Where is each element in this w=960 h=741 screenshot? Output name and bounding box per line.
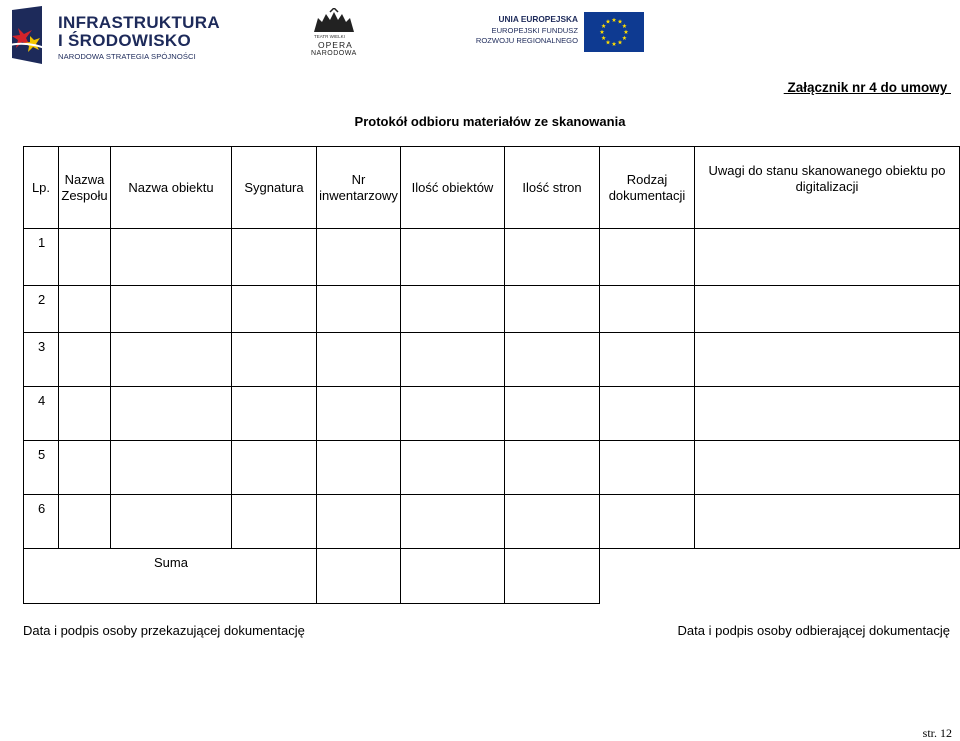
row-number: 1 <box>24 229 59 286</box>
table-row <box>24 333 960 387</box>
header-ilosc-stron: Ilość stron <box>505 147 600 229</box>
cell-ilosc-obiektow[interactable] <box>401 286 505 333</box>
unia-europejska-logo <box>470 12 650 54</box>
cell-zespol[interactable] <box>59 229 111 286</box>
sum-nr[interactable] <box>317 549 401 604</box>
opera-line2: NARODOWA <box>311 50 357 57</box>
cell-obiekt[interactable] <box>111 333 232 387</box>
cell-sygnatura[interactable] <box>232 333 317 387</box>
ois-line1: INFRASTRUKTURA <box>58 13 220 32</box>
infrastruktura-srodowisko-logo <box>6 6 220 64</box>
table-sum-row <box>24 549 960 604</box>
header-lp: Lp. <box>24 147 59 229</box>
cell-obiekt[interactable] <box>111 387 232 441</box>
ois-line2: I ŚRODOWISKO <box>58 31 191 50</box>
table-header-row <box>24 147 960 229</box>
row-number: 3 <box>24 333 59 387</box>
cell-nr[interactable] <box>317 441 401 495</box>
header-uwagi: Uwagi do stanu skanowanego obiektu po digitalizacji <box>695 147 960 229</box>
annex-label: Załącznik nr 4 do umowy <box>783 80 951 95</box>
cell-uwagi[interactable] <box>695 441 960 495</box>
header-logos <box>0 0 960 70</box>
cell-uwagi[interactable] <box>695 229 960 286</box>
signature-transferring: Data i podpis osoby przekazującej dokumentację <box>23 623 305 638</box>
ois-line3: NARODOWA STRATEGIA SPÓJNOŚCI <box>58 52 196 61</box>
sum-empty-space <box>600 549 960 604</box>
cell-ilosc-stron[interactable] <box>505 495 600 549</box>
table-row <box>24 441 960 495</box>
cell-zespol[interactable] <box>59 286 111 333</box>
header-sygnatura: Sygnatura <box>232 147 317 229</box>
cell-ilosc-obiektow[interactable] <box>401 229 505 286</box>
page-title: Protokół odbioru materiałów ze skanowania <box>354 114 626 129</box>
ue-line1: UNIA EUROPEJSKA <box>498 14 578 24</box>
cell-nr[interactable] <box>317 495 401 549</box>
cell-sygnatura[interactable] <box>232 229 317 286</box>
header-obiekt: Nazwa obiektu <box>111 147 232 229</box>
cell-zespol[interactable] <box>59 333 111 387</box>
row-number: 2 <box>24 286 59 333</box>
sum-ilosc-obiektow[interactable] <box>401 549 505 604</box>
quadriga-icon <box>300 8 370 34</box>
cell-ilosc-obiektow[interactable] <box>401 495 505 549</box>
cell-nr[interactable] <box>317 333 401 387</box>
cell-nr[interactable] <box>317 286 401 333</box>
protocol-table <box>23 146 960 604</box>
ue-line3: ROZWOJU REGIONALNEGO <box>475 36 578 45</box>
cell-uwagi[interactable] <box>695 387 960 441</box>
cell-obiekt[interactable] <box>111 286 232 333</box>
table-row <box>24 286 960 333</box>
cell-uwagi[interactable] <box>695 333 960 387</box>
cell-ilosc-stron[interactable] <box>505 387 600 441</box>
cell-nr[interactable] <box>317 229 401 286</box>
cell-rodzaj[interactable] <box>600 441 695 495</box>
sum-label: Suma <box>24 549 317 604</box>
cell-uwagi[interactable] <box>695 495 960 549</box>
cell-ilosc-stron[interactable] <box>505 229 600 286</box>
opera-small-text: TEATR WIELKI <box>314 34 345 39</box>
cell-obiekt[interactable] <box>111 441 232 495</box>
eu-flag-icon <box>584 12 644 52</box>
header-nr-inwentarzowy: Nr inwentarzowy <box>317 147 401 229</box>
cell-zespol[interactable] <box>59 387 111 441</box>
table-row <box>24 387 960 441</box>
cell-zespol[interactable] <box>59 495 111 549</box>
cell-obiekt[interactable] <box>111 495 232 549</box>
ue-line2: EUROPEJSKI FUNDUSZ <box>491 26 578 35</box>
cell-obiekt[interactable] <box>111 229 232 286</box>
cell-rodzaj[interactable] <box>600 333 695 387</box>
table-row <box>24 229 960 286</box>
cell-sygnatura[interactable] <box>232 286 317 333</box>
cell-rodzaj[interactable] <box>600 229 695 286</box>
header-ilosc-obiektow: Ilość obiektów <box>401 147 505 229</box>
row-number: 5 <box>24 441 59 495</box>
opera-narodowa-logo <box>300 8 370 58</box>
signature-receiving: Data i podpis osoby odbierającej dokumentację <box>677 623 950 638</box>
header-rodzaj: Rodzaj dokumentacji <box>600 147 695 229</box>
row-number: 4 <box>24 387 59 441</box>
cell-ilosc-stron[interactable] <box>505 333 600 387</box>
cell-rodzaj[interactable] <box>600 286 695 333</box>
sum-ilosc-stron[interactable] <box>505 549 600 604</box>
cell-sygnatura[interactable] <box>232 387 317 441</box>
cell-ilosc-obiektow[interactable] <box>401 387 505 441</box>
page-number: str. 12 <box>922 726 952 740</box>
cell-uwagi[interactable] <box>695 286 960 333</box>
cell-zespol[interactable] <box>59 441 111 495</box>
cell-ilosc-obiektow[interactable] <box>401 333 505 387</box>
cell-nr[interactable] <box>317 387 401 441</box>
cell-ilosc-stron[interactable] <box>505 441 600 495</box>
table-row <box>24 495 960 549</box>
ois-emblem-icon <box>6 6 54 64</box>
cell-sygnatura[interactable] <box>232 441 317 495</box>
cell-ilosc-obiektow[interactable] <box>401 441 505 495</box>
cell-sygnatura[interactable] <box>232 495 317 549</box>
cell-rodzaj[interactable] <box>600 495 695 549</box>
header-zespol: Nazwa Zespołu <box>59 147 111 229</box>
opera-line1: OPERA <box>318 40 353 50</box>
cell-ilosc-stron[interactable] <box>505 286 600 333</box>
cell-rodzaj[interactable] <box>600 387 695 441</box>
row-number: 6 <box>24 495 59 549</box>
